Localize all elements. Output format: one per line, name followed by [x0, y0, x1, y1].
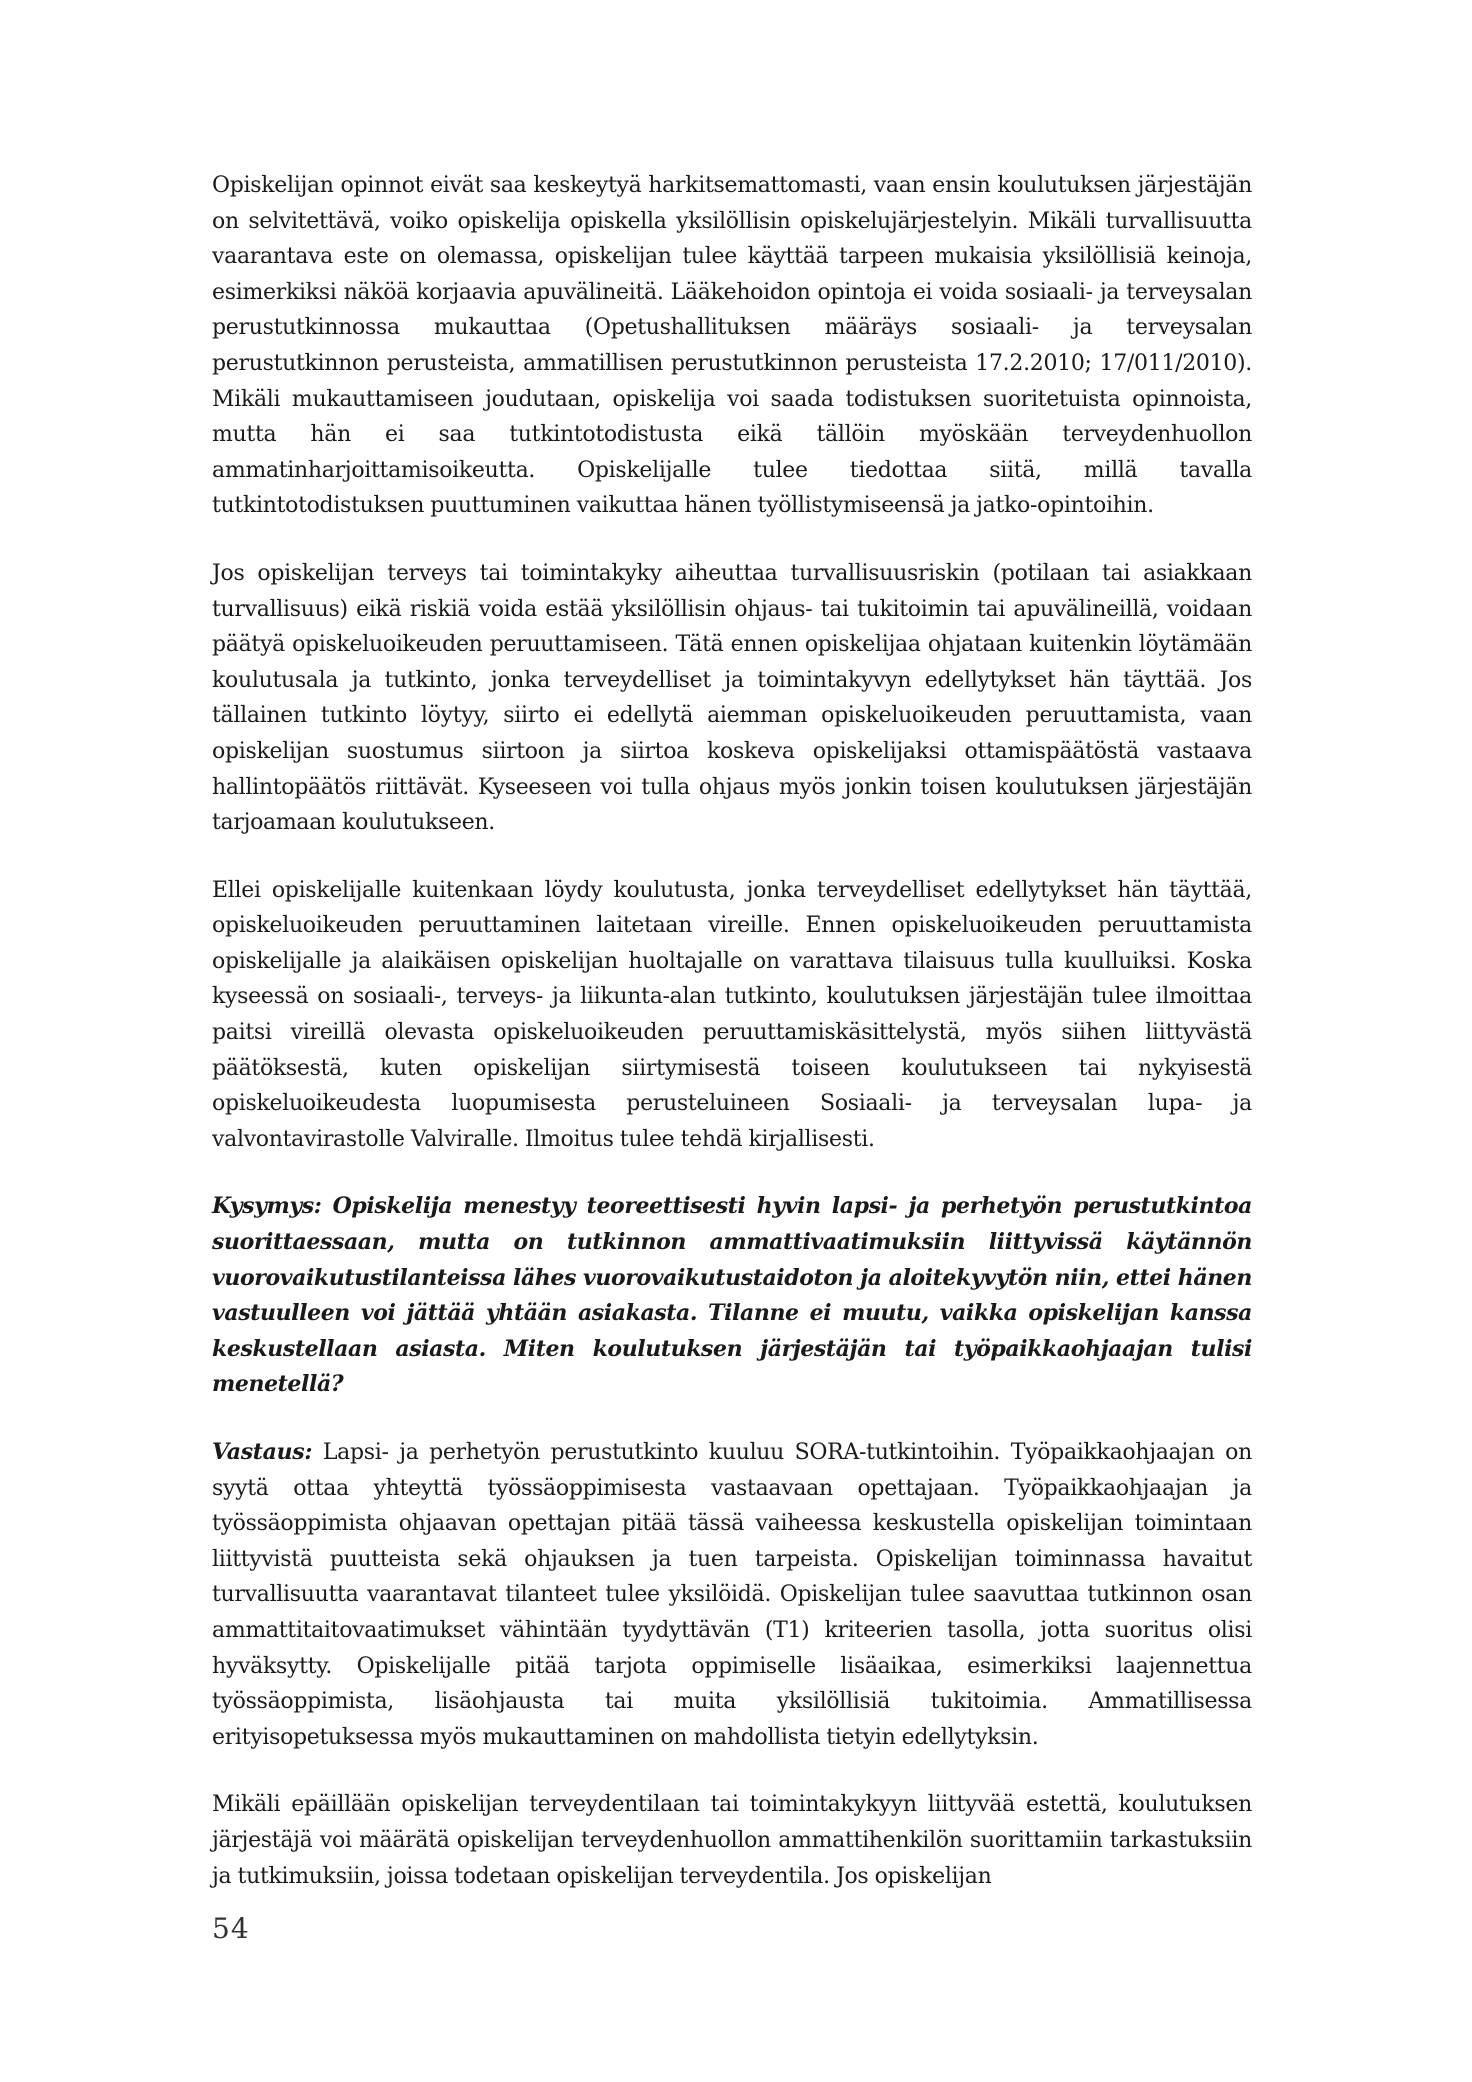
- answer-label: Vastaus:: [212, 1439, 313, 1465]
- question-paragraph: Kysymys: Opiskelija menestyy teoreettisesti hyvin lapsi- ja perhetyön perustutkintoa suorittaessaan, mutta on tutkinnon ammattivaatimuksiin liittyvissä käytännön vuorovaikutustilanteissa lähes vuorovaikutustaidoton ja aloitekyvytön niin, ettei hänen vastuulleen voi jättää yhtään asiakasta. Tilanne ei muutu, vaikka opiskelijan kanssa keskustellaan asiasta. Miten koulutuksen järjestäjän tai työpaikkaohjaajan tulisi menetellä?: [212, 1193, 1252, 1398]
- paragraph-1: Opiskelijan opinnot eivät saa keskeytyä harkitsemattomasti, vaan ensin koulutuksen järjestäjän on selvitettävä, voiko opiskelija opiskella yksilöllisin opiskelujärjestelyin. Mikäli turvallisuutta vaarantava este on olemassa, opiskelijan tulee käyttää tarpeen mukaisia yksilöllisiä keinoja, esimerkiksi näköä korjaavia apuvälineitä. Lääkehoidon opintoja ei voida sosiaali- ja terveysalan perustutkinnossa mukauttaa (Opetushallituksen määräys sosiaali- ja terveysalan perustutkinnon perusteista, ammatillisen perustutkinnon perusteista 17.2.2010; 17/011/2010). Mikäli mukauttamiseen joudutaan, opiskelija voi saada todistuksen suoritetuista opinnoista, mutta hän ei saa tutkintotodistusta eikä tällöin myöskään terveydenhuollon ammatinharjoittamisoikeutta. Opiskelijalle tulee tiedottaa siitä, millä tavalla tutkintotodistuksen puuttuminen vaikuttaa hänen työllistymiseensä ja jatko-opintoihin.: [212, 173, 1252, 519]
- page-number: 54: [212, 1912, 250, 1945]
- paragraph-6: Mikäli epäillään opiskelijan terveydentilaan tai toimintakykyyn liittyvää estettä, koulutuksen järjestäjä voi määrätä opiskelijan terveydenhuollon ammattihenkilön suorittamiin tarkastuksiin ja tutkimuksiin, joissa todetaan opiskelijan terveydentila. Jos opiskelijan: [212, 1792, 1252, 1889]
- answer-text: Lapsi- ja perhetyön perustutkinto kuuluu SORA-tutkintoihin. Työpaikkaohjaajan on syytä ottaa yhteyttä työssäoppimisesta vastaavaan opettajaan. Työpaikkaohjaajan ja työssäoppimista ohjaavan opettajan pitää tässä vaiheessa keskustella opiskelijan toimintaan liittyvistä puutteista sekä ohjauksen ja tuen tarpeista. Opiskelijan toiminnassa havaitut turvallisuutta vaarantavat tilanteet tulee yksilöidä. Opiskelijan tulee saavuttaa tutkinnon osan ammattitaitovaatimukset vähintään tyydyttävän (T1) kriteerien tasolla, jotta suoritus olisi hyväksytty. Opiskelijalle pitää tarjota oppimiselle lisäaikaa, esimerkiksi laajennettua työssäoppimista, lisäohjausta tai muita yksilöllisiä tukitoimia. Ammatillisessa erityisopetuksessa myös mukauttaminen on mahdollista tietyin edellytyksin.: [212, 1440, 1252, 1750]
- paragraph-3: Ellei opiskelijalle kuitenkaan löydy koulutusta, jonka terveydelliset edellytykset hän täyttää, opiskeluoikeuden peruuttaminen laitetaan vireille. Ennen opiskeluoikeuden peruuttamista opiskelijalle ja alaikäisen opiskelijan huoltajalle on varattava tilaisuus tulla kuulluiksi. Koska kyseessä on sosiaali-, terveys- ja liikunta-alan tutkinto, koulutuksen järjestäjän tulee ilmoittaa paitsi vireillä olevasta opiskeluoikeuden peruuttamiskäsittelystä, myös siihen liittyvästä päätöksestä, kuten opiskelijan siirtymisestä toiseen koulutukseen tai nykyisestä opiskeluoikeudesta luopumisesta perusteluineen Sosiaali- ja terveysalan lupa- ja valvontavirastolle Valviralle. Ilmoitus tulee tehdä kirjallisesti.: [212, 877, 1252, 1152]
- page-body: [212, 168, 1252, 1926]
- answer-paragraph: [212, 1435, 1252, 1755]
- paragraph-2: Jos opiskelijan terveys tai toimintakyky aiheuttaa turvallisuusriskin (potilaan tai asiakkaan turvallisuus) eikä riskiä voida estää yksilöllisin ohjaus- tai tukitoimin tai apuvälineillä, voidaan päätyä opiskeluoikeuden peruuttamiseen. Tätä ennen opiskelijaa ohjataan kuitenkin löytämään koulutusala ja tutkinto, jonka terveydelliset ja toimintakyvyn edellytykset hän täyttää. Jos tällainen tutkinto löytyy, siirto ei edellytä aiemman opiskeluoikeuden peruuttamista, vaan opiskelijan suostumus siirtoon ja siirtoa koskeva opiskelijaksi ottamispäätöstä vastaava hallintopäätös riittävät. Kyseeseen voi tulla ohjaus myös jonkin toisen koulutuksen järjestäjän tarjoamaan koulutukseen.: [212, 560, 1252, 836]
